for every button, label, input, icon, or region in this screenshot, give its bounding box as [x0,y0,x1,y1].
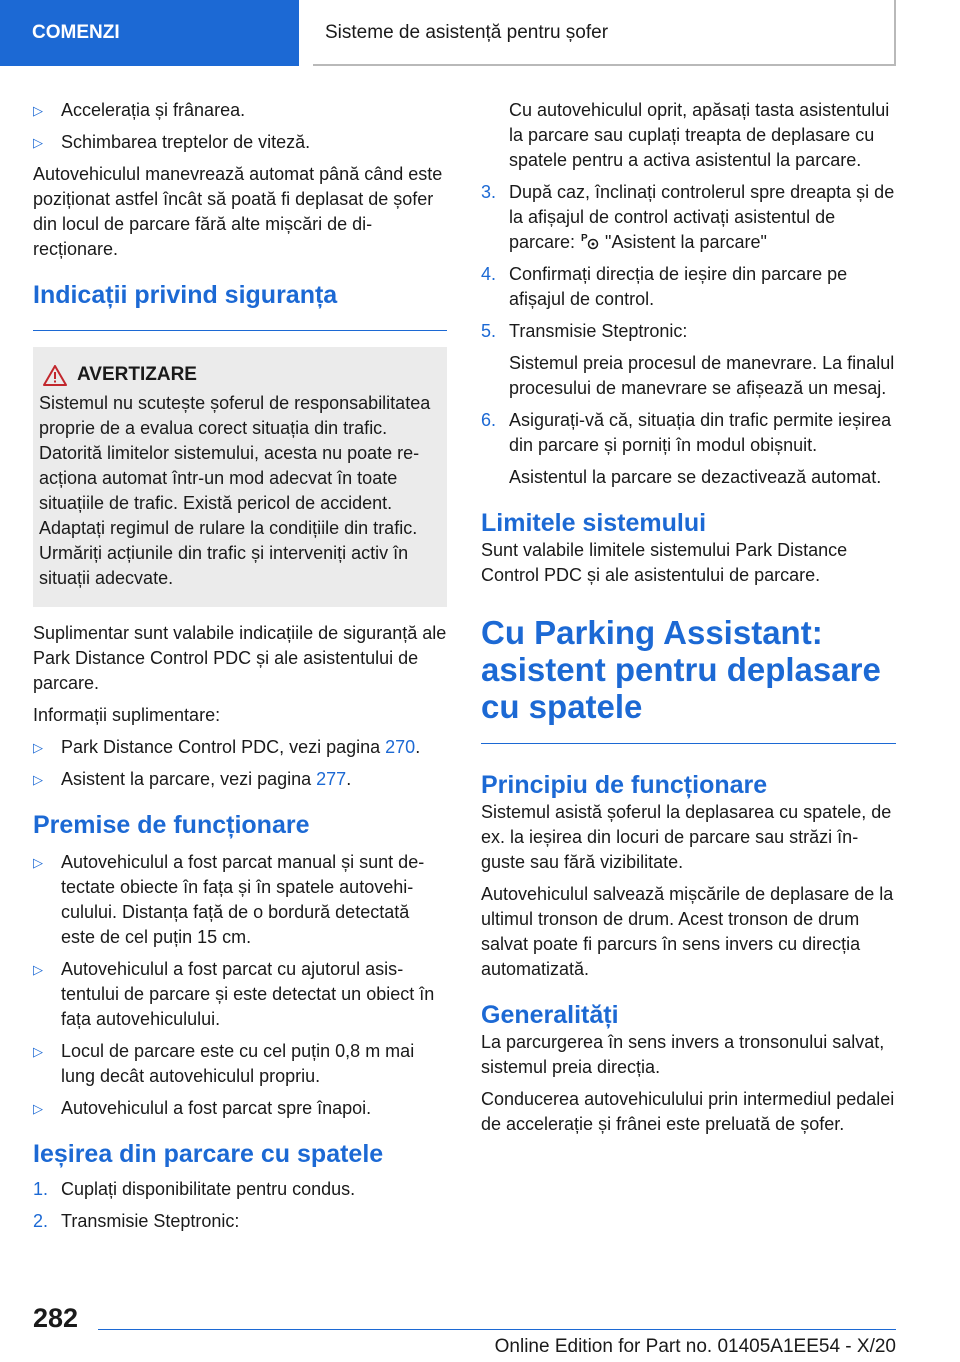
step-item: 6. Asigurați-vă că, situația din trafic permite ieșirea din parcare și porniți în modul obișnuit. [481,410,892,455]
triangle-bullet-icon: ▷ [33,772,43,787]
triangle-bullet-icon: ▷ [33,103,43,118]
step-detail: Sistemul preia procesul de manevrare. La finalul procesului de manevrare se afișează un mesaj. [509,353,895,398]
list-item: ▷ Locul de parcare este cu cel puțin 0,8 m mai lung decât autovehiculul propriu. [33,1041,415,1086]
triangle-bullet-icon: ▷ [33,1101,43,1116]
heading-limits: Limitele sistemului [481,509,707,537]
list-item: ▷ Asistent la parcare, vezi pagina 277. [33,767,447,792]
list-item: ▷ Accelerația și frânarea. [33,98,447,123]
warning-title: AVERTIZARE [39,363,439,387]
list-item: ▷ Autovehiculul a fost parcat spre înapoi. [33,1096,447,1121]
heading-general: Generalități [481,1001,619,1029]
step-continuation: Cu autovehiculul oprit, apăsați tasta asistentului la parcare sau cuplați treapta de deplasare cu spatele pentru a activa asistentul la parcare. [509,100,890,170]
heading-main: Cu Parking Assistant: asistent pentru deplasare cu spatele [481,614,881,725]
warning-box [33,347,447,607]
parking-assistant-icon [580,232,600,250]
step-item: 2. Transmisie Steptronic: [33,1211,240,1231]
list-item: ▷ Autovehiculul a fost parcat cu ajutorul asistentului de parcare și este detectat un obiect în fața autovehiculului. [33,959,435,1029]
list-item: ▷ Autovehiculul a fost parcat manual și sunt detectate obiecte în fața și în spatele autovehiculului. Distanța față de o bordură detectată este de cel puțin 15 cm. [33,852,425,947]
divider [33,330,447,331]
section-title: COMENZI [32,22,120,43]
heading-principle: Principiu de funcționare [481,771,768,799]
triangle-bullet-icon: ▷ [33,962,43,977]
footer-edition: Online Edition for Part no. 01405A1EE54 - X/20 [494,1336,896,1357]
step-item: 4. Confirmați direcția de ieșire din parcare pe afișajul de control. [481,264,848,309]
paragraph: Sunt valabile limitele sistemului Park Distance Control PDC și ale asistentului de parcare. [481,540,848,585]
paragraph: Conducerea autovehiculului prin intermediul pedalei de accelerație și frânei este preluată de șofer. [481,1089,895,1134]
triangle-bullet-icon: ▷ [33,1044,43,1059]
page-link[interactable]: 277 [316,769,347,789]
triangle-bullet-icon: ▷ [33,740,43,755]
triangle-bullet-icon: ▷ [33,855,43,870]
triangle-bullet-icon: ▷ [33,135,43,150]
paragraph: Suplimentar sunt valabile indicațiile de siguranță ale Park Distance Control PDC și ale asistentului de parcare. [33,623,447,693]
step-item: 5. Transmisie Steptronic: [481,321,688,341]
chapter-header [313,0,896,66]
heading-safety: Indicații privind siguranța [33,281,338,309]
paragraph: Sistemul asistă șoferul la deplasarea cu spatele, de ex. la ieșirea din locuri de parcare sau străzi înguste sau fără vizibilitate. [481,802,892,872]
left-column [33,98,447,1241]
step-item: 3. După caz, înclinați controlerul spre dreapta și de la afișajul de control activați asistentul de parcare: P "Asistent la parcare" [481,182,895,252]
step-detail: Asistentul la parcare se dezactivează automat. [509,467,882,487]
paragraph: Autovehiculul salvează mișcările de deplasare de la ultimul tronson de drum. Acest tronson de drum salvat poate fi parcurs în sens invers cu direcția automatizată. [481,884,894,979]
heading-premise: Premise de funcționare [33,811,310,839]
step-item: 1. Cuplați disponibilitate pentru condus. [33,1179,356,1199]
page-number: 282 [33,1303,79,1333]
warning-triangle-icon [43,365,67,386]
heading-exit: Ieșirea din parcare cu spatele [33,1140,384,1168]
list-item: ▷ Schimbarea treptelor de viteză. [33,130,447,155]
paragraph: Informații suplimentare: [33,705,221,725]
page-link[interactable]: 270 [385,737,416,757]
svg-text:P: P [581,233,588,244]
warning-text: Sistemul nu scutește șoferul de responsabilitatea proprie de a evalua corect situația din trafic. Datorită limitelor sistemului, acesta nu poate reacționa automat într-un mod adecvat în toate situațiile de trafic. Există pericol de accident. Adaptați regimul de rulare la condițiile din trafic. Urmăriți acțiunile din trafic și interveniți activ în situații adecvate. [39,393,431,588]
chapter-title: Sisteme de asistență pentru șofer [325,22,609,43]
list-item: ▷ Park Distance Control PDC, vezi pagina 270. [33,735,447,760]
right-column [481,98,896,1144]
paragraph: Autovehiculul manevrează automat până când este poziționat astfel încât să poată fi deplasat de șofer din locul de parcare fără alte mișcări de direcționare. [33,164,443,259]
section-tab [0,0,299,66]
paragraph: La parcurgerea în sens invers a tronsonului salvat, sistemul preia direcția. [481,1032,885,1077]
footer-divider [98,1329,896,1330]
divider [481,743,896,744]
